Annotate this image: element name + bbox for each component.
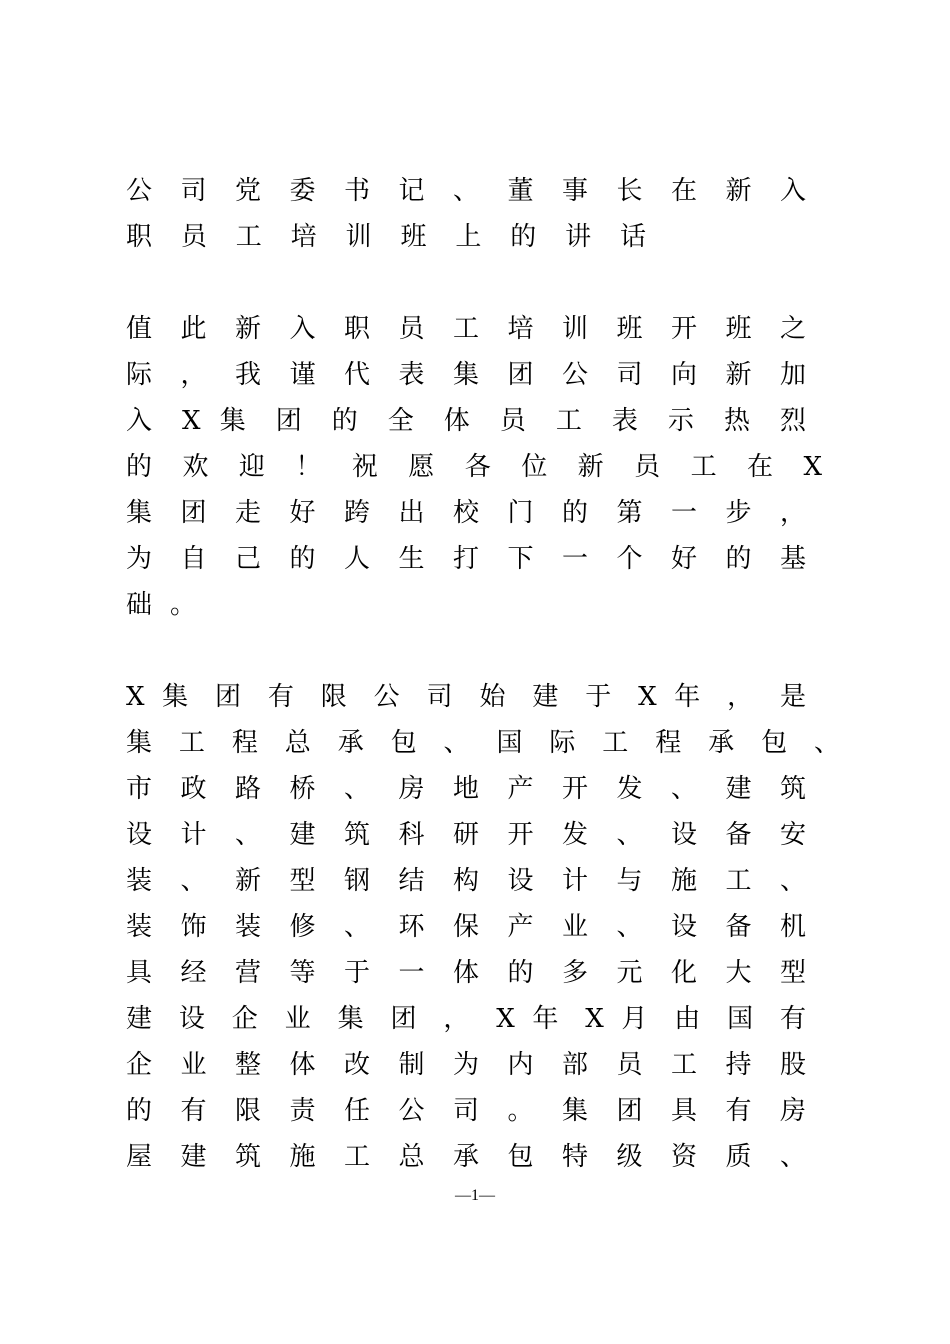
paragraph-2-line-8: 建 设 企 业 集 团 ， X 年 X 月 由 国 有 <box>126 1004 806 1034</box>
paragraph-1-line-2: 际 ， 我 谨 代 表 集 团 公 司 向 新 加 <box>126 360 806 390</box>
paragraph-2-line-4: 设 计 、 建 筑 科 研 开 发 、 设 备 安 <box>126 820 806 850</box>
paragraph-2-line-7: 具 经 营 等 于 一 体 的 多 元 化 大 型 <box>126 958 806 988</box>
paragraph-2-line-3: 市 政 路 桥 、 房 地 产 开 发 、 建 筑 <box>126 774 806 804</box>
title-line-1: 公 司 党 委 书 记 、 董 事 长 在 新 入 <box>126 176 806 206</box>
paragraph-1-line-3: 入 X 集 团 的 全 体 员 工 表 示 热 烈 <box>126 406 806 436</box>
paragraph-2-line-6: 装 饰 装 修 、 环 保 产 业 、 设 备 机 <box>126 912 806 942</box>
paragraph-2-line-1: X 集 团 有 限 公 司 始 建 于 X 年 ， 是 <box>126 682 806 712</box>
paragraph-1-line-7: 础 。 <box>126 590 196 620</box>
paragraph-2-line-9: 企 业 整 体 改 制 为 内 部 员 工 持 股 <box>126 1050 806 1080</box>
paragraph-1-line-5: 集 团 走 好 跨 出 校 门 的 第 一 步 ， <box>126 498 806 528</box>
paragraph-1-line-1: 值 此 新 入 职 员 工 培 训 班 开 班 之 <box>126 314 806 344</box>
paragraph-2-line-10: 的 有 限 责 任 公 司 。 集 团 具 有 房 <box>126 1096 806 1126</box>
page-number: —1— <box>455 1187 495 1204</box>
paragraph-2-line-5: 装 、 新 型 钢 结 构 设 计 与 施 工 、 <box>126 866 806 896</box>
paragraph-1-line-6: 为 自 己 的 人 生 打 下 一 个 好 的 基 <box>126 544 806 574</box>
paragraph-2-line-2: 集 工 程 总 承 包 、 国 际 工 程 承 包 、 <box>126 728 840 758</box>
paragraph-1-line-4: 的 欢 迎 ！ 祝 愿 各 位 新 员 工 在 X <box>126 452 822 482</box>
paragraph-2-line-11: 屋 建 筑 施 工 总 承 包 特 级 资 质 、 <box>126 1142 806 1172</box>
title-line-2: 职 员 工 培 训 班 上 的 讲 话 <box>126 222 646 252</box>
